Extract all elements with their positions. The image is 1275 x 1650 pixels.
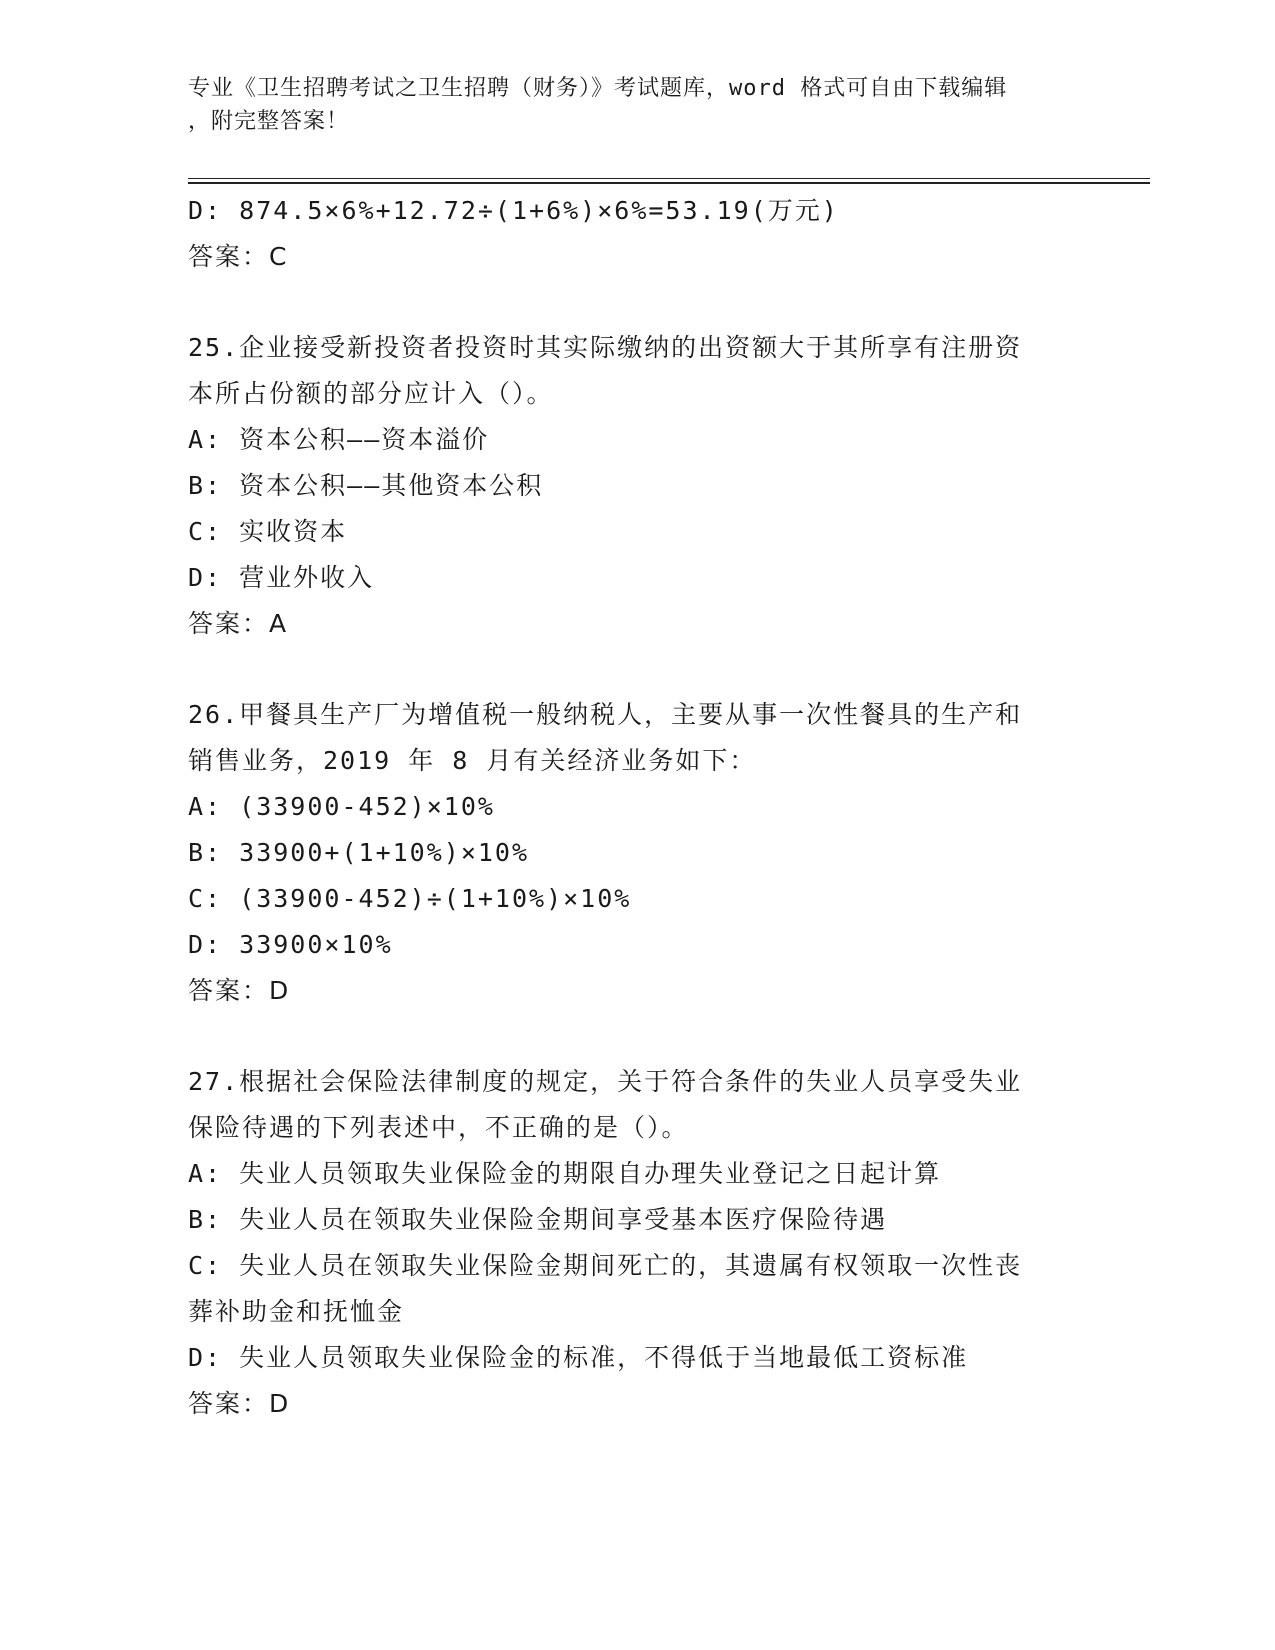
question-27 [188, 1059, 1088, 1427]
option-c: C: 实收资本 [188, 517, 348, 546]
option-a: A: (33900-452)×10% [188, 792, 495, 821]
option-c-line-1: C: 失业人员在领取失业保险金期间死亡的，其遗属有权领取一次性丧 [188, 1251, 1023, 1280]
option-c: C: (33900-452)÷(1+10%)×10% [188, 884, 632, 913]
header-line-2: ，附完整答案！ [188, 109, 350, 134]
question-stem-line-1: 27.根据社会保险法律制度的规定，关于符合条件的失业人员享受失业 [188, 1067, 1023, 1096]
question-25 [188, 325, 1088, 647]
option-b: B: 33900+(1+10%)×10% [188, 838, 530, 867]
question-stem-line-2: 保险待遇的下列表述中，不正确的是（）。 [188, 1113, 689, 1142]
option-a: A: 失业人员领取失业保险金的期限自办理失业登记之日起计算 [188, 1159, 942, 1188]
question-stem-line-2: 销售业务，2019 年 8 月有关经济业务如下： [188, 746, 757, 775]
option-d: D: 营业外收入 [188, 563, 375, 592]
question-content [188, 188, 1088, 1427]
answer-line: 答案：C [188, 242, 289, 271]
option-a: A: 资本公积——资本溢价 [188, 425, 490, 454]
option-d: D: 失业人员领取失业保险金的标准，不得低于当地最低工资标准 [188, 1343, 969, 1372]
header-divider-thick [188, 182, 1150, 184]
question-stem-line-1: 26.甲餐具生产厂为增值税一般纳税人，主要从事一次性餐具的生产和 [188, 700, 1023, 729]
option-d: D: 33900×10% [188, 930, 393, 959]
option-b: B: 资本公积——其他资本公积 [188, 471, 544, 500]
option-c-line-2: 葬补助金和抚恤金 [188, 1297, 405, 1326]
option-d: D: 874.5×6%+12.72÷(1+6%)×6%=53.19(万元) [188, 196, 839, 225]
document-header [188, 72, 1088, 138]
previous-question-tail [188, 188, 1088, 280]
option-b: B: 失业人员在领取失业保险金期间享受基本医疗保险待遇 [188, 1205, 888, 1234]
question-stem-line-2: 本所占份额的部分应计入（）。 [188, 379, 554, 408]
answer-line: 答案：A [188, 609, 289, 638]
question-26 [188, 692, 1088, 1014]
header-divider-thin [188, 178, 1150, 179]
answer-line: 答案：D [188, 1389, 291, 1418]
header-line-1: 专业《卫生招聘考试之卫生招聘（财务）》考试题库，word 格式可自由下载编辑 [188, 76, 1008, 101]
answer-line: 答案：D [188, 976, 291, 1005]
question-stem-line-1: 25.企业接受新投资者投资时其实际缴纳的出资额大于其所享有注册资 [188, 333, 1023, 362]
